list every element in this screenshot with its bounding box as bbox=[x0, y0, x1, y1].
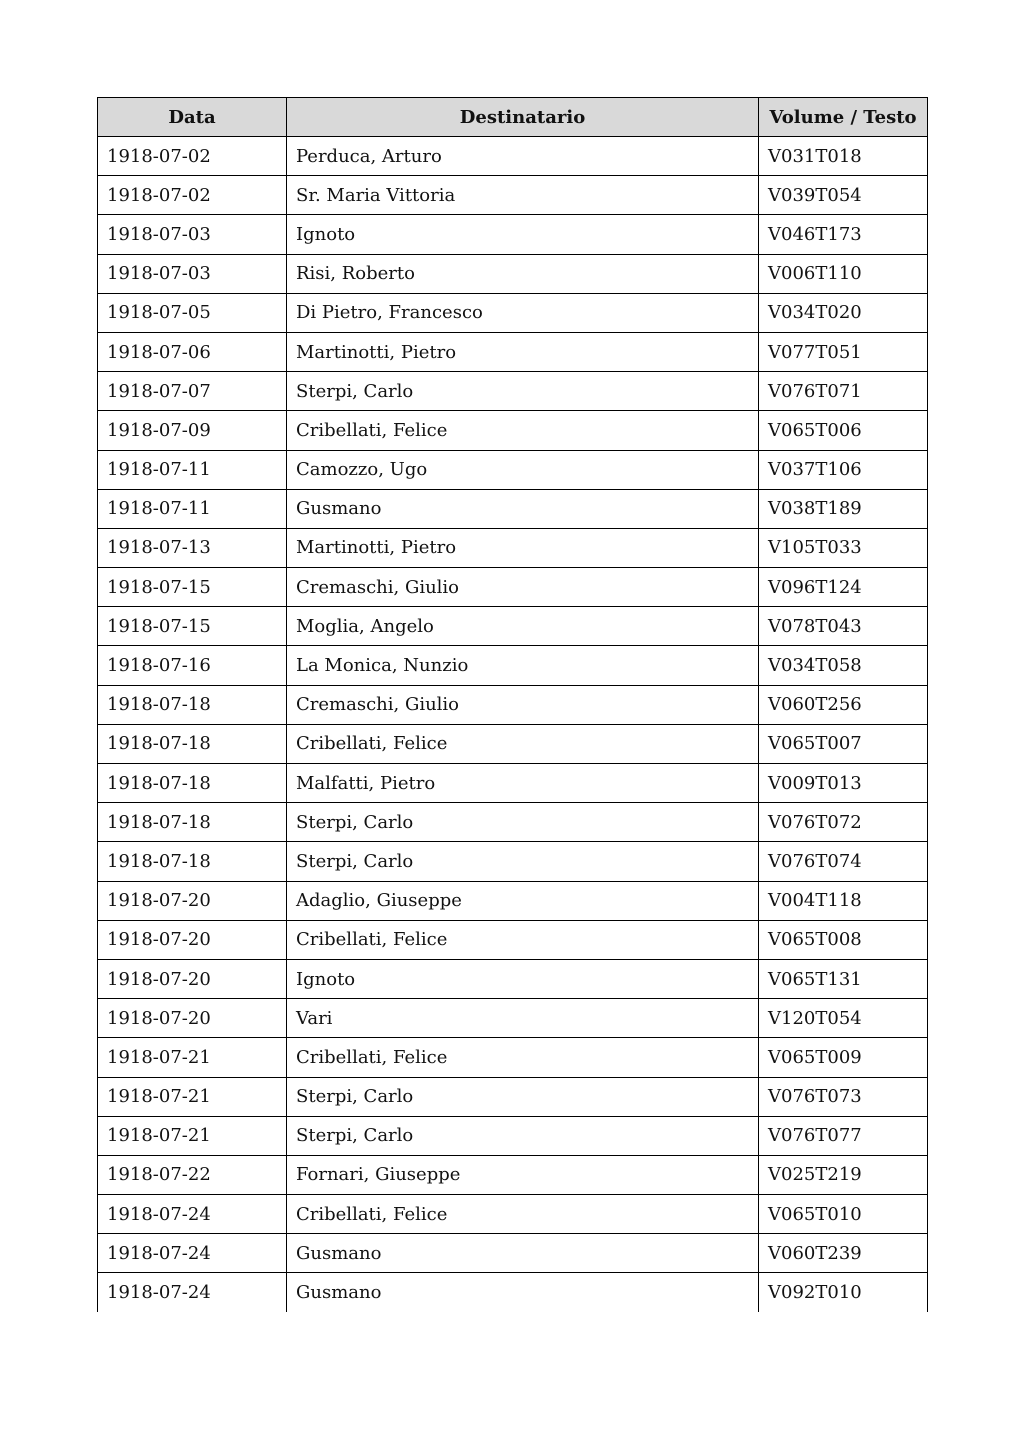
cell-volume: V076T074 bbox=[759, 842, 928, 881]
cell-date: 1918-07-07 bbox=[98, 372, 287, 411]
table-row bbox=[98, 1038, 928, 1077]
cell-volume: V006T110 bbox=[759, 254, 928, 293]
cell-date: 1918-07-24 bbox=[98, 1273, 287, 1312]
cell-recipient: Risi, Roberto bbox=[287, 254, 759, 293]
cell-date: 1918-07-18 bbox=[98, 764, 287, 803]
cell-date: 1918-07-21 bbox=[98, 1038, 287, 1077]
table-row bbox=[98, 999, 928, 1038]
cell-recipient: Cribellati, Felice bbox=[287, 1038, 759, 1077]
cell-volume: V031T018 bbox=[759, 137, 928, 176]
table-row bbox=[98, 920, 928, 959]
header-volume: Volume / Testo bbox=[759, 98, 928, 137]
cell-recipient: Fornari, Giuseppe bbox=[287, 1155, 759, 1194]
table-row bbox=[98, 1077, 928, 1116]
cell-volume: V046T173 bbox=[759, 215, 928, 254]
cell-date: 1918-07-03 bbox=[98, 215, 287, 254]
cell-recipient: Cribellati, Felice bbox=[287, 1195, 759, 1234]
cell-volume: V065T131 bbox=[759, 959, 928, 998]
cell-volume: V034T020 bbox=[759, 293, 928, 332]
cell-date: 1918-07-21 bbox=[98, 1116, 287, 1155]
table-row bbox=[98, 842, 928, 881]
cell-recipient: Adaglio, Giuseppe bbox=[287, 881, 759, 920]
cell-date: 1918-07-20 bbox=[98, 999, 287, 1038]
cell-recipient: Ignoto bbox=[287, 959, 759, 998]
cell-recipient: Gusmano bbox=[287, 1234, 759, 1273]
cell-date: 1918-07-16 bbox=[98, 646, 287, 685]
cell-volume: V105T033 bbox=[759, 528, 928, 567]
cell-recipient: Cribellati, Felice bbox=[287, 724, 759, 763]
cell-date: 1918-07-06 bbox=[98, 332, 287, 371]
cell-recipient: Cremaschi, Giulio bbox=[287, 568, 759, 607]
cell-date: 1918-07-18 bbox=[98, 685, 287, 724]
table-row bbox=[98, 685, 928, 724]
cell-date: 1918-07-21 bbox=[98, 1077, 287, 1116]
cell-date: 1918-07-11 bbox=[98, 489, 287, 528]
table-row bbox=[98, 568, 928, 607]
table-row bbox=[98, 1273, 928, 1312]
cell-date: 1918-07-24 bbox=[98, 1234, 287, 1273]
cell-recipient: Martinotti, Pietro bbox=[287, 332, 759, 371]
cell-volume: V076T073 bbox=[759, 1077, 928, 1116]
cell-date: 1918-07-02 bbox=[98, 137, 287, 176]
letters-table bbox=[97, 97, 928, 1312]
cell-date: 1918-07-05 bbox=[98, 293, 287, 332]
cell-recipient: Di Pietro, Francesco bbox=[287, 293, 759, 332]
cell-volume: V025T219 bbox=[759, 1155, 928, 1194]
table-row bbox=[98, 1234, 928, 1273]
cell-recipient: Gusmano bbox=[287, 489, 759, 528]
table-row bbox=[98, 607, 928, 646]
table-row bbox=[98, 881, 928, 920]
table-row bbox=[98, 254, 928, 293]
cell-date: 1918-07-20 bbox=[98, 920, 287, 959]
cell-volume: V060T239 bbox=[759, 1234, 928, 1273]
table-row bbox=[98, 137, 928, 176]
cell-volume: V076T077 bbox=[759, 1116, 928, 1155]
table-row bbox=[98, 293, 928, 332]
cell-volume: V038T189 bbox=[759, 489, 928, 528]
cell-volume: V034T058 bbox=[759, 646, 928, 685]
cell-date: 1918-07-18 bbox=[98, 842, 287, 881]
table-row bbox=[98, 646, 928, 685]
table-row bbox=[98, 372, 928, 411]
cell-volume: V009T013 bbox=[759, 764, 928, 803]
table-row bbox=[98, 332, 928, 371]
cell-recipient: Sterpi, Carlo bbox=[287, 842, 759, 881]
cell-recipient: Sterpi, Carlo bbox=[287, 1116, 759, 1155]
table-body bbox=[98, 137, 928, 1313]
cell-date: 1918-07-15 bbox=[98, 568, 287, 607]
cell-date: 1918-07-03 bbox=[98, 254, 287, 293]
cell-recipient: Moglia, Angelo bbox=[287, 607, 759, 646]
cell-volume: V092T010 bbox=[759, 1273, 928, 1312]
cell-volume: V065T009 bbox=[759, 1038, 928, 1077]
cell-volume: V060T256 bbox=[759, 685, 928, 724]
cell-volume: V076T071 bbox=[759, 372, 928, 411]
table-row bbox=[98, 489, 928, 528]
cell-recipient: Vari bbox=[287, 999, 759, 1038]
cell-date: 1918-07-18 bbox=[98, 724, 287, 763]
cell-volume: V078T043 bbox=[759, 607, 928, 646]
cell-volume: V065T006 bbox=[759, 411, 928, 450]
table-row bbox=[98, 959, 928, 998]
cell-date: 1918-07-18 bbox=[98, 803, 287, 842]
cell-volume: V077T051 bbox=[759, 332, 928, 371]
table-row bbox=[98, 1195, 928, 1234]
table-row bbox=[98, 724, 928, 763]
cell-volume: V004T118 bbox=[759, 881, 928, 920]
cell-recipient: Sterpi, Carlo bbox=[287, 372, 759, 411]
cell-volume: V096T124 bbox=[759, 568, 928, 607]
table-row bbox=[98, 528, 928, 567]
table-row bbox=[98, 176, 928, 215]
cell-recipient: Martinotti, Pietro bbox=[287, 528, 759, 567]
cell-volume: V065T010 bbox=[759, 1195, 928, 1234]
cell-date: 1918-07-15 bbox=[98, 607, 287, 646]
cell-recipient: Cribellati, Felice bbox=[287, 920, 759, 959]
cell-recipient: Sterpi, Carlo bbox=[287, 803, 759, 842]
table-row bbox=[98, 764, 928, 803]
cell-date: 1918-07-13 bbox=[98, 528, 287, 567]
cell-date: 1918-07-22 bbox=[98, 1155, 287, 1194]
table-row bbox=[98, 411, 928, 450]
cell-recipient: La Monica, Nunzio bbox=[287, 646, 759, 685]
cell-recipient: Malfatti, Pietro bbox=[287, 764, 759, 803]
table-row bbox=[98, 1155, 928, 1194]
table-row bbox=[98, 1116, 928, 1155]
cell-date: 1918-07-09 bbox=[98, 411, 287, 450]
cell-recipient: Cribellati, Felice bbox=[287, 411, 759, 450]
cell-volume: V120T054 bbox=[759, 999, 928, 1038]
cell-volume: V076T072 bbox=[759, 803, 928, 842]
cell-date: 1918-07-02 bbox=[98, 176, 287, 215]
cell-volume: V065T007 bbox=[759, 724, 928, 763]
cell-recipient: Perduca, Arturo bbox=[287, 137, 759, 176]
cell-recipient: Ignoto bbox=[287, 215, 759, 254]
cell-date: 1918-07-11 bbox=[98, 450, 287, 489]
header-date: Data bbox=[98, 98, 287, 137]
cell-volume: V065T008 bbox=[759, 920, 928, 959]
cell-volume: V039T054 bbox=[759, 176, 928, 215]
cell-recipient: Cremaschi, Giulio bbox=[287, 685, 759, 724]
cell-date: 1918-07-20 bbox=[98, 959, 287, 998]
cell-recipient: Gusmano bbox=[287, 1273, 759, 1312]
table-row bbox=[98, 803, 928, 842]
cell-date: 1918-07-20 bbox=[98, 881, 287, 920]
header-recipient: Destinatario bbox=[287, 98, 759, 137]
cell-recipient: Camozzo, Ugo bbox=[287, 450, 759, 489]
cell-recipient: Sterpi, Carlo bbox=[287, 1077, 759, 1116]
table-row bbox=[98, 450, 928, 489]
cell-volume: V037T106 bbox=[759, 450, 928, 489]
table-header-row bbox=[98, 98, 928, 137]
cell-date: 1918-07-24 bbox=[98, 1195, 287, 1234]
table-row bbox=[98, 215, 928, 254]
cell-recipient: Sr. Maria Vittoria bbox=[287, 176, 759, 215]
